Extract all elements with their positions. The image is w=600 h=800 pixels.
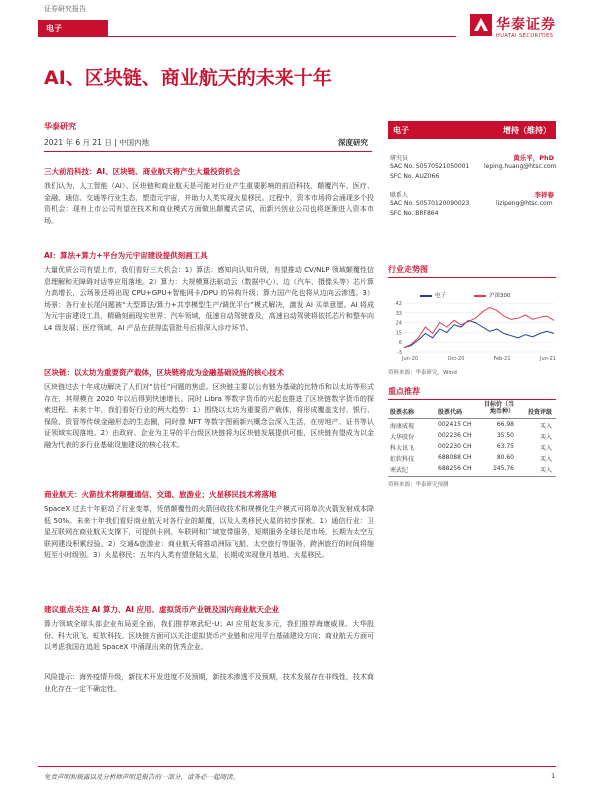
analyst-role: 研究员 bbox=[390, 155, 409, 162]
table-row bbox=[388, 452, 556, 463]
x-tick-label: Feb-21 bbox=[493, 356, 511, 362]
stock-target-price: 66.98 bbox=[496, 421, 514, 428]
y-tick-label: 33 bbox=[395, 310, 402, 317]
date-rule bbox=[44, 151, 372, 152]
section-heading: 建议重点关注 AI 算力、AI 应用、虚拟货币产业链及国内商业航天企业 bbox=[44, 605, 280, 614]
industry-tab: 电子 bbox=[38, 20, 108, 36]
trend-title-rule bbox=[388, 277, 556, 278]
section-blockchain bbox=[44, 367, 374, 452]
stock-target-price: 145.76 bbox=[493, 465, 514, 472]
industry-trend-chart bbox=[388, 300, 558, 362]
header-rating: 投资评级 bbox=[527, 409, 552, 416]
x-tick-label: Jun-21 bbox=[540, 356, 556, 362]
huatai-logo-mark-icon bbox=[470, 14, 492, 36]
stock-rows bbox=[388, 419, 556, 474]
report-title: AI、区块链、商业航天的未来十年 bbox=[44, 67, 332, 89]
analyst-email[interactable]: lizipeng@htsc.com bbox=[496, 200, 553, 207]
legend-label: 电子 bbox=[435, 293, 447, 299]
section-body: SpaceX 过去十年驱动了行业变革，凭借颠覆性的火箭回收技术和规模化生产模式可将单次火箭发射成本降低 50%。未来十年我们看好商业航天对各行业的颠覆，以及人类移民火星的初步探索。1）通信行业：卫星互联网在商业航天支撑下，可提供卡网、车联网和广域宽带服务，短期服务全球长尾市场，长期为太空互联网建设积累经验。2）交通&旅游业：商业航天将推动洲际飞船、太空旅行等服务，跨洲旅行的时间将缩短至小时级别。3）火星移民：五年内人类有望登陆火星，长期或实现登月基地、火星移民。 bbox=[44, 505, 374, 560]
chart-source: 资料来源：华泰研究，Wind bbox=[388, 370, 457, 376]
section-heading: 三大前沿科技：AI、区块链、商业航天将产生大量投资机会 bbox=[44, 167, 241, 176]
rating-bar bbox=[388, 121, 556, 139]
logo-english-name: HUATAI SECURITIES bbox=[496, 33, 554, 39]
table-row bbox=[388, 430, 556, 441]
section-recommendations bbox=[44, 604, 374, 654]
header-target: 目标价（当地币种） bbox=[484, 401, 515, 415]
logo-chinese-name: 华泰证券 bbox=[496, 17, 556, 33]
section-body: 算力领域全球头部企业布局更全面，我们推荐寒武纪-U；AI 应用赵发多元，我们推荐海康威视、大华股份、科大讯飞、虹软科技。区块链方面可以关注虚拟货币产业链和应用平台基础建设方向；商业航天方面可以考虑我国在追赶 SpaceX 中涌现出来的优秀企业。 bbox=[44, 620, 374, 652]
analyst-sfc: SFC No. BRF864 bbox=[390, 210, 439, 217]
date-line bbox=[44, 137, 372, 151]
analyst-block-1 bbox=[388, 153, 556, 183]
legend-item-electronics bbox=[420, 291, 446, 299]
table-row bbox=[388, 441, 556, 452]
page-number: 1 bbox=[551, 772, 556, 780]
huatai-logo bbox=[470, 12, 580, 44]
section-heading: 商业航天：火箭技术将颠覆通信、交通、旅游业；火星移民技术将落地 bbox=[44, 490, 277, 499]
stock-code: 002236 CH bbox=[438, 432, 472, 439]
stock-code: 002415 CH bbox=[438, 421, 472, 428]
analyst-sfc: SFC No. AUZ066 bbox=[390, 173, 440, 180]
analyst-sac: SAC No. S0570521050001 bbox=[390, 163, 470, 170]
stock-rating: 买入 bbox=[539, 445, 552, 452]
research-brand: 华泰研究 bbox=[44, 122, 76, 131]
x-tick-label: Jun-20 bbox=[402, 356, 418, 362]
trend-chart-title: 行业走势图 bbox=[388, 265, 428, 274]
y-tick-label: 42 bbox=[395, 301, 402, 307]
series-line-电子 bbox=[404, 320, 554, 347]
stock-name: 寒武纪 bbox=[390, 467, 409, 474]
analyst-role: 联系人 bbox=[390, 192, 409, 199]
table-bottom-rule bbox=[388, 476, 556, 477]
sidebar-industry: 电子 bbox=[393, 126, 409, 135]
legend-swatch bbox=[420, 295, 432, 297]
risk-warning: 风险提示：海外疫情升级，新技术开发进度不及预期，新技术渗透不及预期，技术发展存在非线性，技术商业化存在一定不确定性。 bbox=[44, 673, 374, 693]
table-header bbox=[388, 400, 556, 419]
stock-target-price: 63.75 bbox=[496, 443, 514, 450]
stock-name: 虹软科技 bbox=[390, 456, 415, 463]
legend-label: 沪深300 bbox=[489, 293, 511, 299]
table-row bbox=[388, 419, 556, 430]
analyst-sac: SAC No. S0570120090023 bbox=[390, 200, 470, 207]
section-heading: 区块链：以太坊为重要资产载体，区块链将成为金融基础设施的核心技术 bbox=[44, 368, 284, 377]
section-ai bbox=[44, 250, 374, 335]
header-rule bbox=[38, 36, 456, 37]
y-tick-label: -3 bbox=[397, 350, 402, 356]
separator: | bbox=[114, 138, 120, 147]
series-line-沪深300 bbox=[404, 307, 554, 347]
stocks-source: 资料来源：华泰研究预测 bbox=[388, 482, 449, 488]
y-tick-label: 6 bbox=[398, 340, 402, 347]
stock-code: 688256 CH bbox=[438, 465, 472, 472]
stock-target-price: 35.50 bbox=[496, 432, 514, 439]
header-code: 股票代码 bbox=[438, 409, 463, 416]
footer-disclaimer: 免责声明和披露以及分析师声明是报告的一部分，请务必一起阅读。 bbox=[44, 773, 239, 781]
stock-rating: 买入 bbox=[539, 467, 552, 474]
y-tick-label: 24 bbox=[395, 320, 402, 327]
footer-rule bbox=[38, 766, 556, 767]
section-body: 区块链过去十年成功解决了人们对“信任”问题的焦虑。区块链主要以公有链为基础的比特币和以太坊等形式存在，其规模在 2020 年以后得到快速增长。同时 Libra 等数字货币的兴起也推进了区块链数字货币的探索进程。未来十年，我们看好行业的两大趋势：1）围绕以太坊为重要资产载体，将形成覆盖支付、银行、保险、资管等传统金融形态的生态圈，同时像 NFT 等数字图画新兴概念会深入生活，在房地产、证书等认证领域实现落地。2）由政府、企业为主导的平台级区块链将为区块链发展提供可能，区块链有望成为以金融为代表的多行业基础设施建设的核心技术。 bbox=[44, 383, 374, 449]
stock-code: 002230 CH bbox=[438, 443, 472, 450]
section-frontier-tech bbox=[44, 166, 374, 227]
stock-code: 688088 CH bbox=[438, 454, 472, 461]
x-tick-label: Oct-20 bbox=[447, 356, 465, 362]
report-type: 深度研究 bbox=[338, 138, 368, 147]
stocks-title: 重点推荐 bbox=[388, 387, 420, 396]
stock-name: 科大讯飞 bbox=[390, 445, 415, 452]
stock-target-price: 80.60 bbox=[496, 454, 514, 461]
section-heading: AI：算法+算力+平台为元宇宙建设提供刻画工具 bbox=[44, 251, 208, 260]
analyst-email[interactable]: leping.huang@htsc.com bbox=[484, 163, 557, 170]
report-category-label: 证券研究报告 bbox=[44, 5, 86, 13]
stock-rating: 买入 bbox=[539, 456, 552, 463]
legend-item-csi300 bbox=[474, 291, 511, 299]
recommended-stocks-table bbox=[388, 400, 556, 488]
report-date: 2021 年 6 月 21 日 bbox=[44, 138, 112, 147]
section-risk bbox=[44, 672, 374, 695]
section-body: 我们认为，人工智能（AI）、区块链和商业航天是可能对行业产生重要影响的前沿科技，颠覆汽车、医疗、金融、通信、交通等行业生态，塑造元宇宙，并助力人类实现火星移民。过程中，资本市场将会涌现多个投资机会：现有上市公司有望在技术和商业模式方面做出颠覆式尝试，而新兴创业公司也将逐渐进入资本市场。 bbox=[44, 182, 374, 225]
section-body: 大量优质公司有望上市，我们看好三大机会：1）算法：感知向认知升级，有望推动 CV/NLP 领域颠覆性信息理解和无障碍对话等应用落地。2）算力：大规模算法驱动云（数据中心）、边（汽车、摄像头等）芯片算力高增长，云场景还将出现 CPU+GPU+智能网卡/DPU 的异构升级；算力国产化也将从边向云渗透。3）场景：各行业长尾问题被“大型算法/算力+共享模型生产/调优平台”模式解决，激发 AI 买单意愿。AI 将成为元宇宙建设工具，精确刻画现实世界；汽车领域，低速自动驾驶普及，高速自动驾驶将依托芯片和整车向 L4 级发展；医疗领域，AI 产品在获得监管批号后将深入诊疗环节。 bbox=[44, 266, 374, 332]
analyst-block-2 bbox=[388, 190, 556, 220]
table-row bbox=[388, 463, 556, 474]
stock-name: 大华股份 bbox=[390, 434, 415, 441]
stock-rating: 买入 bbox=[539, 434, 552, 441]
legend-swatch bbox=[474, 295, 486, 297]
analyst-name: 黄乐平，PhD bbox=[513, 154, 554, 162]
analyst-name: 李祥春 bbox=[534, 191, 554, 199]
sidebar-rating: 增持（维持） bbox=[503, 126, 551, 135]
y-tick-label: 15 bbox=[395, 330, 402, 337]
stock-rating: 买入 bbox=[539, 423, 552, 430]
section-commercial-aerospace bbox=[44, 489, 374, 562]
report-region: 中国内地 bbox=[119, 138, 150, 147]
stock-name: 海康威视 bbox=[390, 423, 415, 430]
header-name: 股票名称 bbox=[390, 409, 415, 416]
